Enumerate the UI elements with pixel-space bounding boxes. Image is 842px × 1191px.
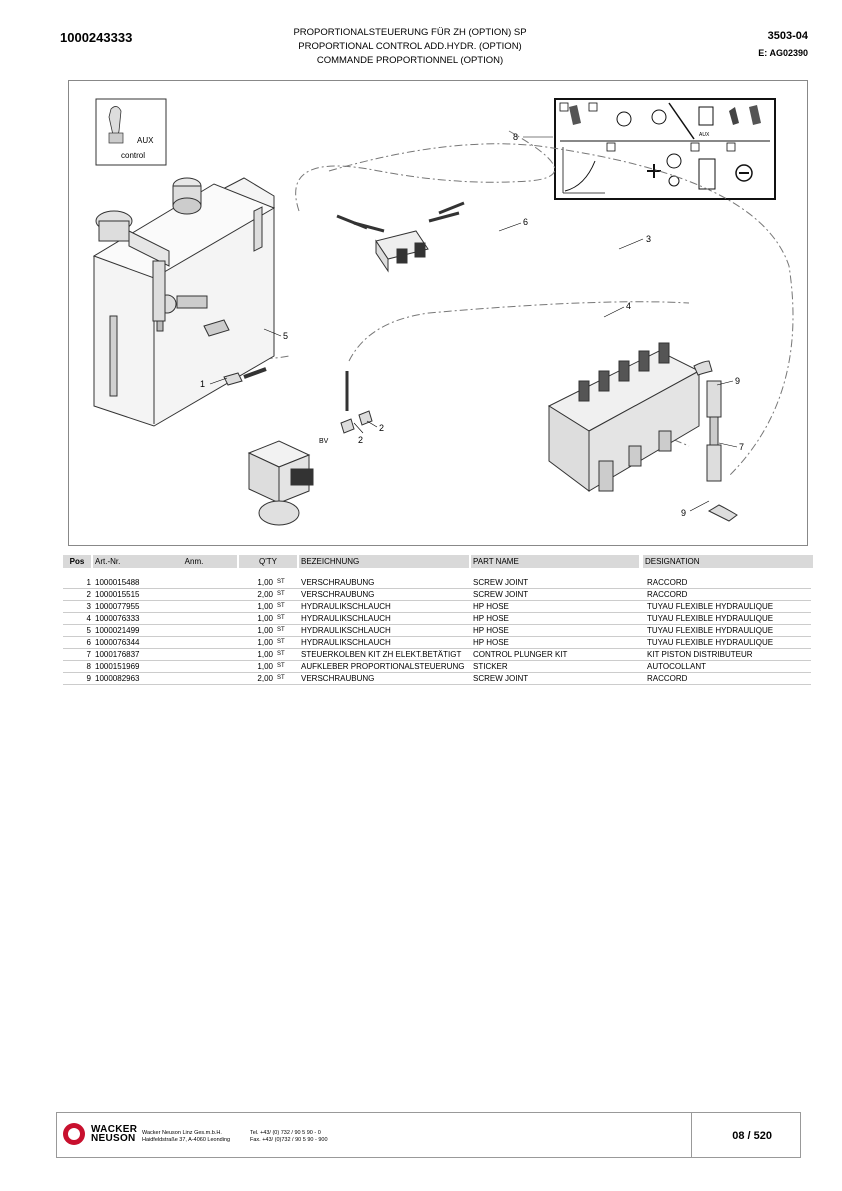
row-bezeichnung: HYDRAULIKSCHLAUCH (301, 614, 391, 623)
wacker-neuson-logo-icon (63, 1123, 85, 1145)
row-pos: 7 (86, 650, 91, 659)
row-designation: RACCORD (647, 674, 688, 683)
row-qty: 1,00 (257, 602, 273, 611)
row-pos: 1 (86, 578, 91, 587)
row-part-name: HP HOSE (473, 626, 509, 635)
row-designation: KIT PISTON DISTRIBUTEUR (647, 650, 753, 659)
doc-number: 1000243333 (60, 30, 133, 45)
col-de: BEZEICHNUNG (299, 555, 469, 568)
callout-7: 7 (739, 442, 745, 452)
sticker-label-aux: AUX (699, 132, 710, 138)
callout-2b: 2 (379, 423, 385, 433)
row-bezeichnung: VERSCHRAUBUNG (301, 674, 375, 683)
group-code: 3503-04 (767, 30, 808, 42)
table-row (63, 589, 811, 601)
callout-5: 5 (283, 331, 289, 341)
row-art-nr: 1000021499 (95, 626, 140, 635)
parts-table (63, 577, 811, 685)
row-bezeichnung: HYDRAULIKSCHLAUCH (301, 626, 391, 635)
table-row (63, 673, 811, 685)
company-name: Wacker Neuson Linz Ges.m.b.H. (142, 1130, 222, 1136)
col-anm: Anm. (151, 555, 237, 568)
row-part-name: SCREW JOINT (473, 674, 529, 683)
table-row (63, 649, 811, 661)
row-designation: AUTOCOLLANT (647, 662, 706, 671)
row-designation: RACCORD (647, 590, 688, 599)
table-row (63, 601, 811, 613)
callout-4: 4 (626, 301, 632, 311)
row-pos: 3 (86, 602, 91, 611)
row-part-name: HP HOSE (473, 638, 509, 647)
callout-3: 3 (646, 234, 652, 244)
row-bezeichnung: HYDRAULIKSCHLAUCH (301, 638, 391, 647)
company-fax: Fax. +43/ (0)732 / 90 5 90 - 900 (250, 1137, 328, 1143)
callout-8: 8 (513, 132, 519, 142)
row-unit: ST (277, 579, 285, 585)
row-part-name: HP HOSE (473, 602, 509, 611)
brand-line-1: WACKER (91, 1124, 138, 1135)
company-street: Haidfeldstraße 37, A-4060 Leonding (142, 1137, 231, 1143)
control-plunger-kit (694, 361, 737, 521)
row-part-name: HP HOSE (473, 614, 509, 623)
callout-6: 6 (523, 217, 529, 227)
hydraulic-tank (94, 178, 274, 426)
exploded-drawing (68, 80, 808, 546)
table-header (63, 555, 811, 568)
row-pos: 4 (86, 614, 91, 623)
row-unit: ST (277, 603, 285, 609)
row-part-name: STICKER (473, 662, 508, 671)
callout-2a: 2 (358, 435, 364, 445)
row-art-nr: 1000082963 (95, 674, 140, 683)
title-fr: COMMANDE PROPORTIONNEL (OPTION) (316, 55, 504, 66)
row-designation: RACCORD (647, 578, 688, 587)
row-qty: 1,00 (257, 638, 273, 647)
title-de: PROPORTIONALSTEUERUNG FÜR ZH (OPTION) SP (293, 27, 527, 38)
row-bezeichnung: VERSCHRAUBUNG (301, 578, 375, 587)
page-title (200, 26, 620, 68)
table-row (63, 577, 811, 589)
sticker-illustration (555, 99, 775, 199)
header-right (758, 30, 808, 58)
footer (56, 1112, 801, 1158)
callout-9a: 9 (735, 376, 741, 386)
row-qty: 2,00 (257, 674, 273, 683)
row-part-name: SCREW JOINT (473, 578, 529, 587)
callout-1: 1 (200, 379, 206, 389)
row-bezeichnung: HYDRAULIKSCHLAUCH (301, 602, 391, 611)
table-row (63, 637, 811, 649)
row-bezeichnung: AUFKLEBER PROPORTIONALSTEUERUNG (301, 662, 465, 671)
valve-block-upper (337, 203, 464, 271)
row-pos: 8 (86, 662, 91, 671)
row-unit: ST (277, 615, 285, 621)
row-unit: ST (277, 651, 285, 657)
accumulator-block (249, 438, 329, 525)
row-qty: 1,00 (257, 626, 273, 635)
page-box (691, 1113, 800, 1157)
row-unit: ST (277, 663, 285, 669)
company-contact (250, 1130, 328, 1144)
row-art-nr: 1000176837 (95, 650, 140, 659)
row-art-nr: 1000076333 (95, 614, 140, 623)
row-art-nr: 1000015488 (95, 578, 140, 587)
col-qty: Q'TY (239, 555, 297, 568)
title-en: PROPORTIONAL CONTROL ADD.HYDR. (OPTION) (298, 41, 522, 52)
row-art-nr: 1000015515 (95, 590, 140, 599)
row-designation: TUYAU FLEXIBLE HYDRAULIQUE (647, 626, 774, 635)
row-bezeichnung: VERSCHRAUBUNG (301, 590, 375, 599)
col-pos: Pos (63, 555, 91, 568)
fittings (224, 369, 372, 433)
row-designation: TUYAU FLEXIBLE HYDRAULIQUE (647, 602, 774, 611)
table-row (63, 625, 811, 637)
row-designation: TUYAU FLEXIBLE HYDRAULIQUE (647, 638, 774, 647)
control-valve-bank (549, 343, 699, 491)
row-qty: 2,00 (257, 590, 273, 599)
page-number: 08 / 520 (732, 1130, 772, 1142)
col-art: Art.-Nr. (93, 555, 151, 568)
company-tel: Tel. +43/ (0) 732 / 90 5 90 - 0 (250, 1130, 321, 1136)
row-qty: 1,00 (257, 662, 273, 671)
aux-control-inset (96, 99, 166, 165)
row-part-name: SCREW JOINT (473, 590, 529, 599)
row-art-nr: 1000076344 (95, 638, 140, 647)
row-pos: 5 (86, 626, 91, 635)
row-unit: ST (277, 591, 285, 597)
row-pos: 6 (86, 638, 91, 647)
table-row (63, 661, 811, 673)
row-bezeichnung: STEUERKOLBEN KIT ZH ELEKT.BETÄTIGT (301, 650, 462, 659)
edition-code: E: AG02390 (758, 48, 808, 58)
inset-label-aux: AUX (137, 136, 154, 145)
row-qty: 1,00 (257, 578, 273, 587)
bv-label: BV (319, 438, 329, 445)
row-qty: 1,00 (257, 614, 273, 623)
row-art-nr: 1000151969 (95, 662, 140, 671)
row-qty: 1,00 (257, 650, 273, 659)
row-art-nr: 1000077955 (95, 602, 140, 611)
brand-name (91, 1125, 137, 1143)
row-unit: ST (277, 639, 285, 645)
row-part-name: CONTROL PLUNGER KIT (473, 650, 568, 659)
col-fr: DESIGNATION (643, 555, 813, 568)
table-row (63, 613, 811, 625)
col-en: PART NAME (471, 555, 639, 568)
brand-line-2: NEUSON (91, 1133, 136, 1144)
inset-label-control: control (121, 151, 146, 160)
row-pos: 9 (86, 674, 91, 683)
row-unit: ST (277, 675, 285, 681)
company-address (142, 1130, 230, 1144)
callout-9b: 9 (681, 508, 687, 518)
row-designation: TUYAU FLEXIBLE HYDRAULIQUE (647, 614, 774, 623)
row-pos: 2 (86, 590, 91, 599)
row-unit: ST (277, 627, 285, 633)
